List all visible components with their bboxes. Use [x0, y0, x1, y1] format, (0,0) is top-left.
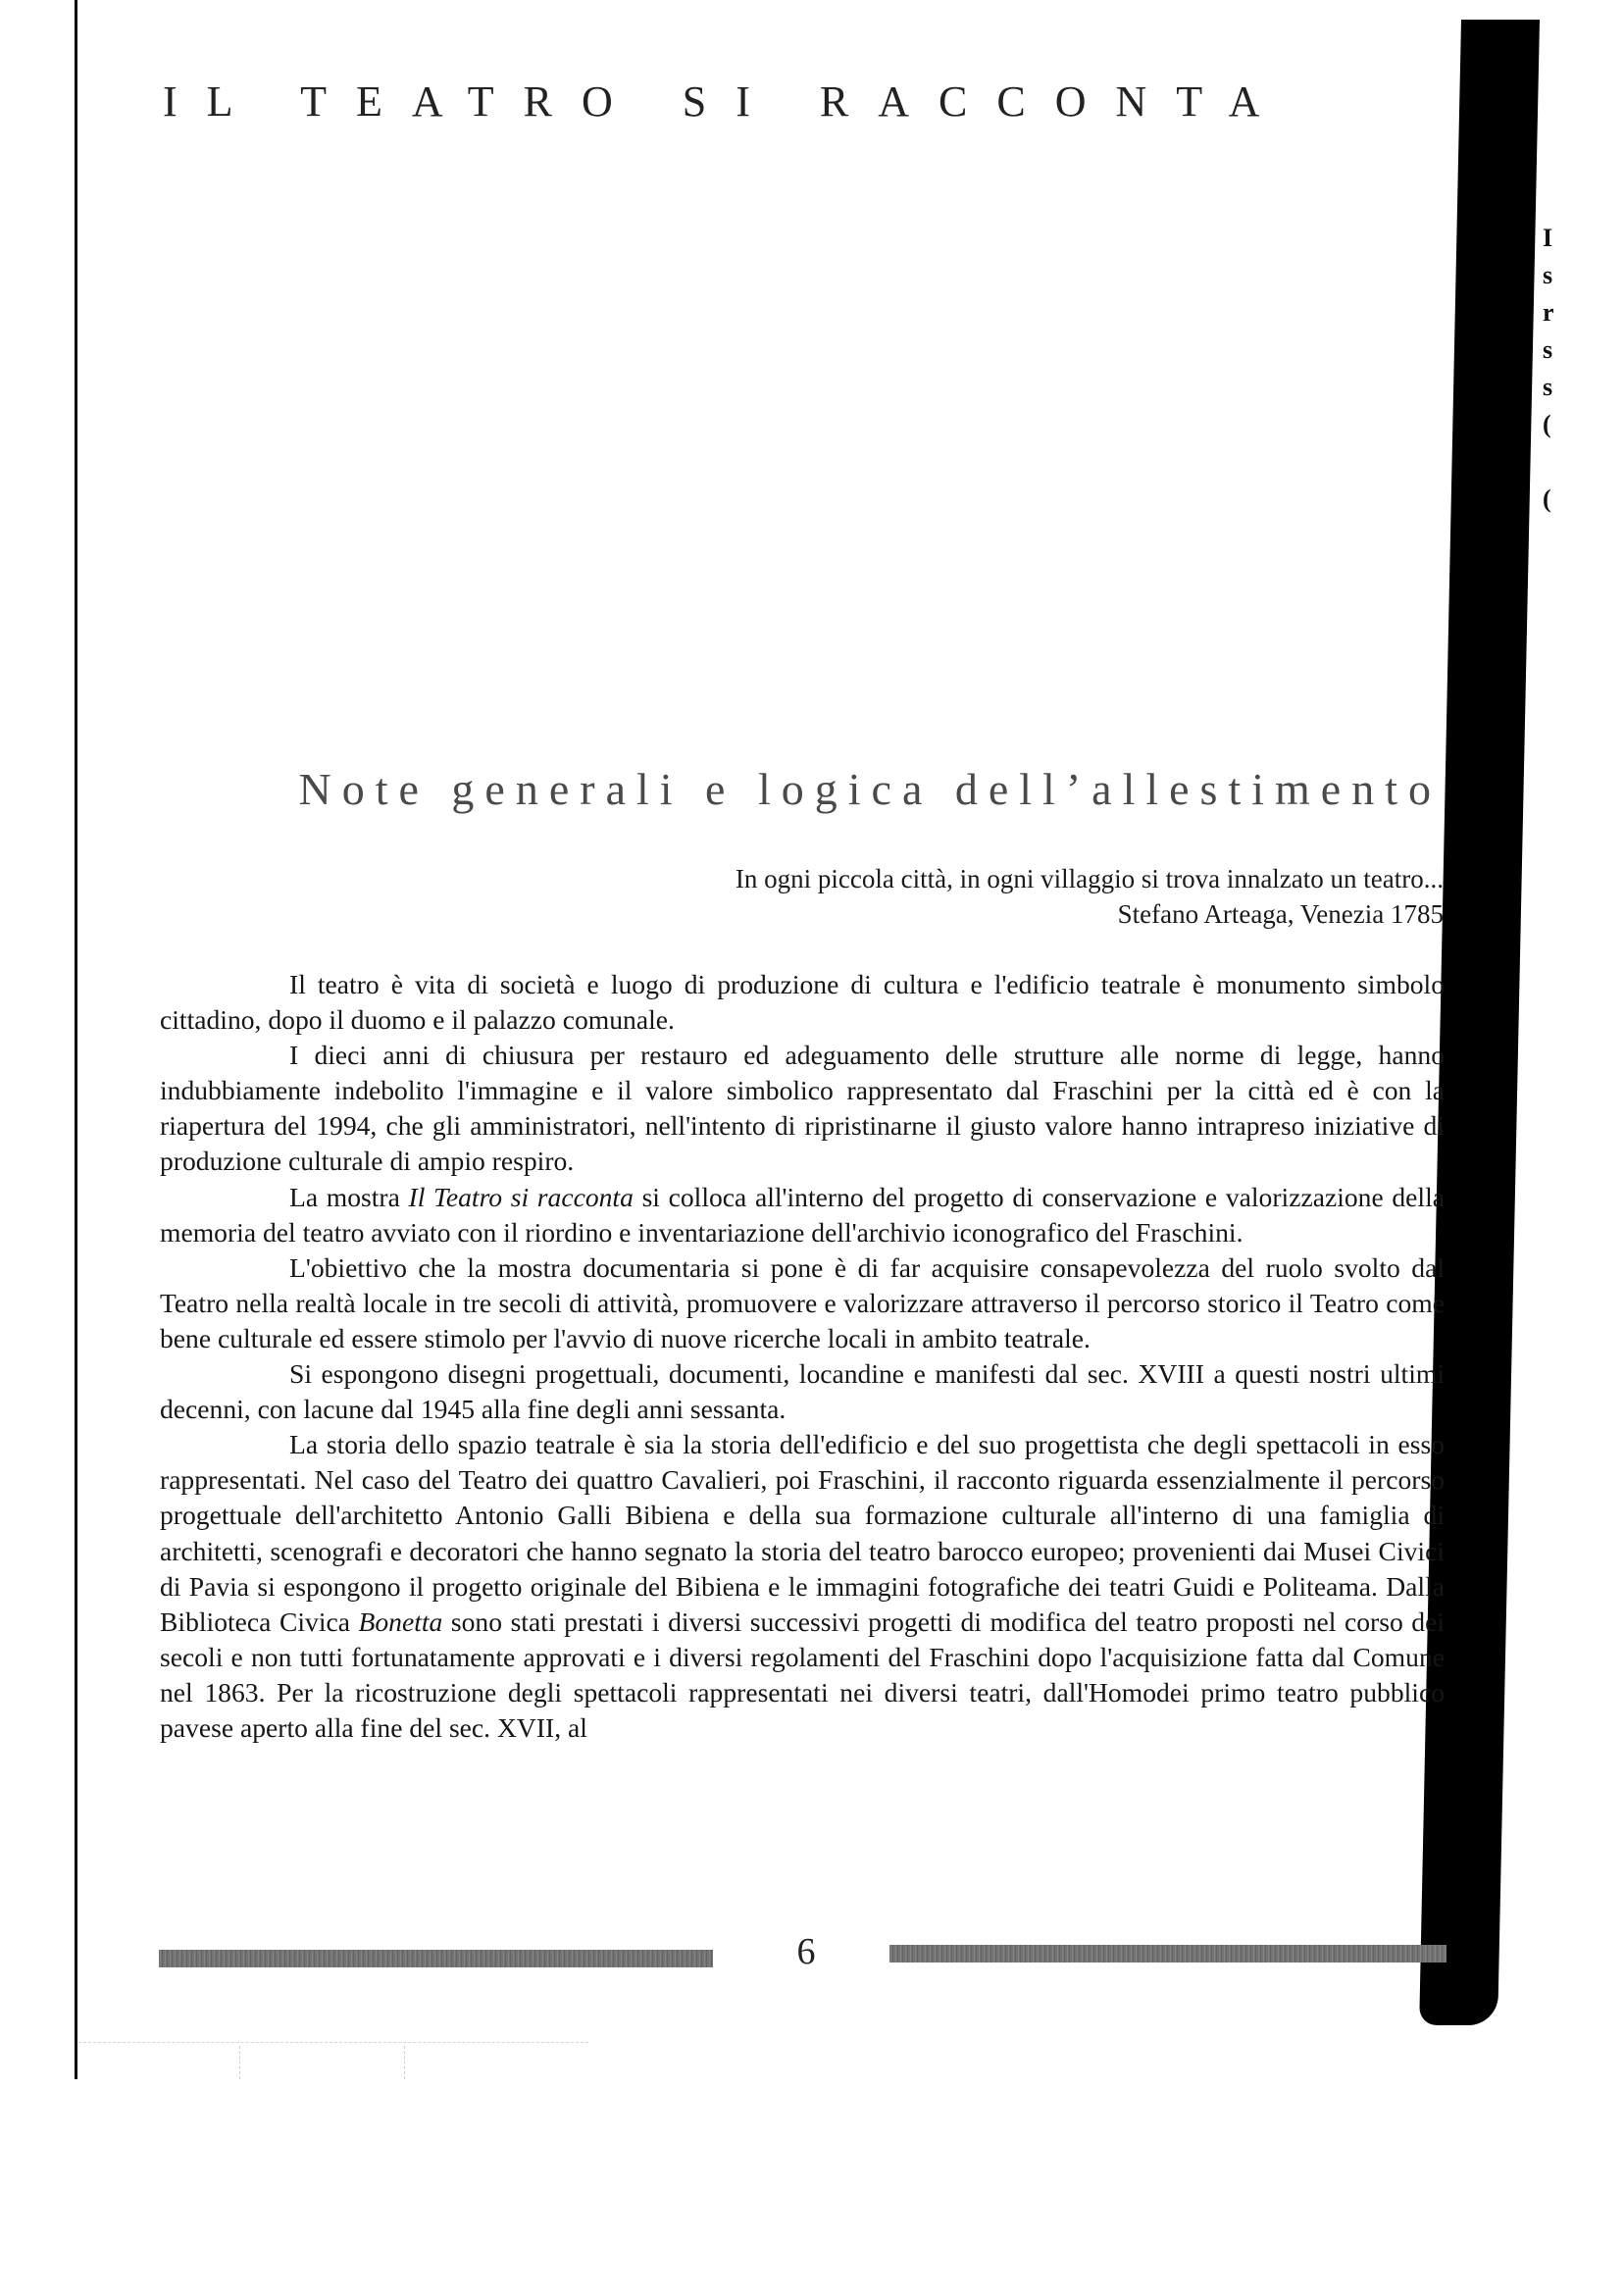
bleed-glyph: s: [1543, 261, 1553, 289]
body-text: [160, 967, 1445, 1746]
page-footer: [159, 1930, 1444, 1972]
paragraph: L'obiettivo che la mostra documentaria si pone è di far acquisire consapevolezza del ruolo svolto dal Teatro nella realtà locale in tre secoli di attività, promuovere e valorizzare attraverso il percorso storico il Teatro come bene culturale ed essere stimolo per l'avvio di nuove ricerche locali in ambito teatrale.: [160, 1251, 1445, 1353]
epigraph: [157, 861, 1444, 932]
paragraph: Si espongono disegni progettuali, documenti, locandine e manifesti dal sec. XVIII a questi nostri ultimi decenni, con lacune dal 1945 alla fine degli anni sessanta.: [160, 1358, 1445, 1425]
paragraph-text: La storia dello spazio teatrale è sia la storia dell'edificio e del suo progettista che degli spettacoli in esso rappresentati. Nel caso del Teatro dei quattro Cavalieri, poi Fraschini, il racconto riguarda essenzialmente il percorso progettuale dell'architetto Antonio Galli Bibiena e della sua formazione culturale all'interno di una famiglia di architetti, scenografi e decoratori che hanno segnato la storia del teatro barocco europeo; provenienti dai Musei Civici di Pavia si espongono il progetto originale del Bibiena e le immagini fotografiche dei teatri Guidi e Politeama. Dalla Biblioteca Civica: [160, 1429, 1445, 1637]
bleed-glyph: s: [1543, 373, 1553, 401]
paragraph: Il teatro è vita di società e luogo di produzione di cultura e l'edificio teatrale è monumento simbolo cittadino, dopo il duomo e il palazzo comunale.: [160, 969, 1445, 1036]
library-name: Bonetta: [358, 1606, 443, 1637]
paragraph: [160, 1427, 1445, 1746]
epigraph-attribution: Stefano Arteaga, Venezia 1785: [1117, 899, 1444, 929]
trim-tick: [239, 2046, 241, 2079]
page-number: 6: [796, 1931, 816, 1972]
bleed-glyph: (: [1543, 484, 1551, 513]
facing-page-bleed-text: [1543, 220, 1562, 518]
footer-rule-right: [889, 1945, 1446, 1963]
paragraph-text: sono stati prestati i diversi successivi progetti di modifica del teatro proposti nel corso dei secoli e non tutti fortunatamente approvati e i diversi regolamenti del Fraschini dopo l'acquisizione fatta dal Comune nel 1863. Per la ricostruzione degli spettacoli rappresentati nei diversi teatri, dall'Homodei primo teatro pubblico pavese aperto alla fine del sec. XVII, al: [160, 1606, 1445, 1743]
bleed-glyph: I: [1543, 224, 1553, 252]
trim-mark: [78, 2042, 588, 2044]
bleed-glyph: r: [1543, 298, 1554, 327]
bleed-glyph: s: [1543, 335, 1553, 364]
trim-tick: [404, 2046, 406, 2079]
bleed-glyph: [1543, 443, 1562, 481]
paragraph: I dieci anni di chiusura per restauro ed adeguamento delle strutture alle norme di legge, hanno indubbiamente indebolito l'immagine e il valore simbolico rappresentato dal Fraschini per la città ed è con la riapertura del 1994, che gli amministratori, nell'intento di ripristinarne il giusto valore hanno intrapreso iniziative di produzione culturale di ampio respiro.: [160, 1040, 1445, 1177]
epigraph-quote: In ogni piccola città, in ogni villaggio si trova innalzato un teatro...: [735, 864, 1444, 893]
paragraph: [160, 1180, 1445, 1250]
page-edge-line: [75, 0, 77, 2079]
paragraph-text: si colloca all'interno del progetto di conservazione e valorizzazione della memoria del teatro avviato con il riordino e inventariazione dell'archivio iconografico del Fraschini.: [160, 1181, 1445, 1248]
bleed-glyph: (: [1543, 410, 1551, 438]
paragraph-text: La mostra: [289, 1181, 409, 1212]
exhibition-title: Il Teatro si racconta: [408, 1181, 634, 1212]
section-title: Note generali e logica dell’allestimento: [298, 764, 1442, 814]
footer-rule-left: [159, 1950, 713, 1967]
running-header: IL TEATRO SI RACCONTA: [163, 77, 1290, 126]
